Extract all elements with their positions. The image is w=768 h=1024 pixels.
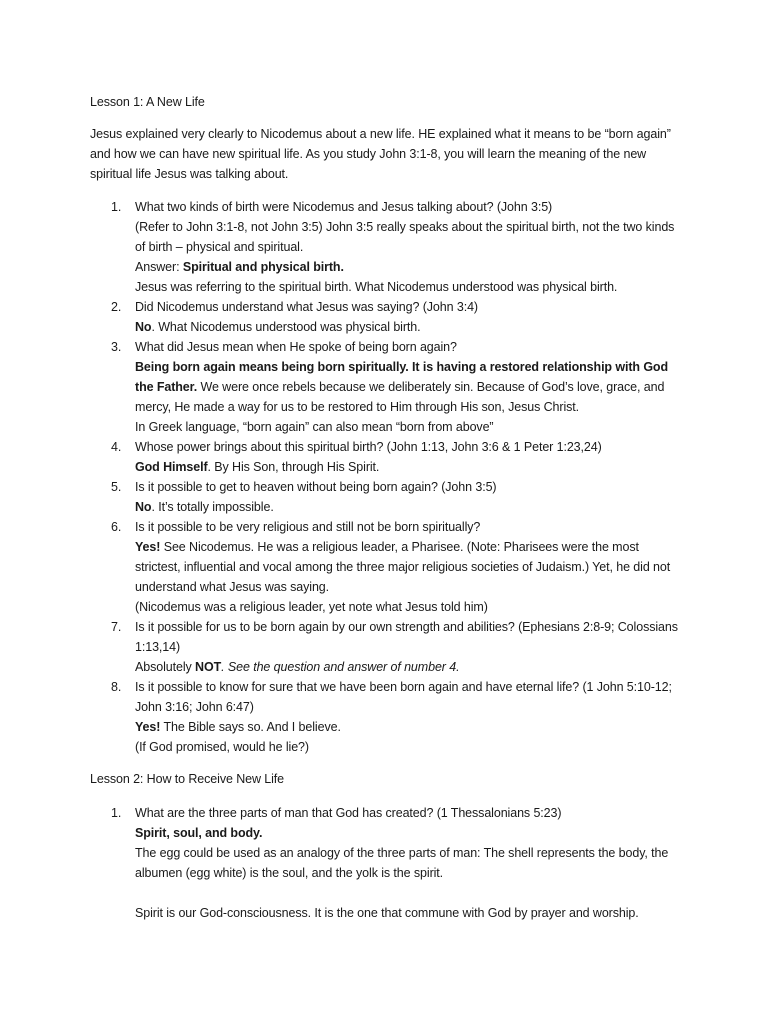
item-number: 5. [111, 480, 122, 494]
question-text: Is it possible to know for sure that we have been born again and have eternal life? (1 John 5:10-12; John 3:16; John 6:47) [135, 680, 672, 714]
answer-label: Answer: [135, 260, 183, 274]
answer-plain: Absolutely [135, 660, 196, 674]
item-number: 4. [111, 440, 122, 454]
item-number: 1. [111, 200, 122, 214]
item-number: 8. [111, 680, 122, 694]
list-item [90, 197, 680, 297]
answer-bold: Being born again means being born spiritually. It is having a restored relationship with God the Father. [135, 360, 669, 394]
paragraph-spacer [135, 883, 680, 903]
answer-rest: . By His Son, through His Spirit. [207, 460, 380, 474]
extra-text-2: Spirit is our God-consciousness. It is the one that commune with God by prayer and worship. [135, 906, 639, 920]
list-item [90, 437, 680, 477]
lesson-1-intro: Jesus explained very clearly to Nicodemus about a new life. HE explained what it means to be “born again” and how we can have new spiritual life. As you study John 3:1-8, you will learn the meaning of the new spiritual life Jesus was talking about. [90, 127, 671, 181]
item-number: 6. [111, 520, 122, 534]
lesson-2-list [90, 803, 680, 923]
answer-bold: No [135, 500, 152, 514]
answer-bold: Yes! [135, 540, 161, 554]
item-number: 3. [111, 340, 122, 354]
extra-text: In Greek language, “born again” can also mean “born from above” [135, 420, 494, 434]
answer-text [135, 257, 680, 277]
extra-text: Jesus was referring to the spiritual birth. What Nicodemus understood was physical birth. [135, 280, 618, 294]
extra-text: The egg could be used as an analogy of the three parts of man: The shell represents the body, the albumen (egg white) is the soul, and the yolk is the spirit. [135, 846, 669, 880]
question-text: What two kinds of birth were Nicodemus and Jesus talking about? (John 3:5) [135, 200, 553, 214]
list-item [90, 517, 680, 617]
question-text: What did Jesus mean when He spoke of being born again? [135, 340, 457, 354]
item-number: 1. [111, 806, 122, 820]
list-item [90, 477, 680, 517]
answer-text [135, 317, 680, 337]
answer-text [135, 357, 680, 417]
lesson-1-title: Lesson 1: A New Life [90, 95, 205, 109]
answer-bold: Spirit, soul, and body. [135, 826, 263, 840]
answer-bold: God Himself [135, 460, 208, 474]
answer-bold: Spiritual and physical birth. [182, 260, 344, 274]
list-item [90, 677, 680, 757]
list-item [90, 337, 680, 437]
answer-bold: NOT [195, 660, 222, 674]
answer-rest: . It’s totally impossible. [151, 500, 274, 514]
extra-text: (Nicodemus was a religious leader, yet note what Jesus told him) [135, 600, 488, 614]
question-text: What are the three parts of man that God has created? (1 Thessalonians 5:23) [135, 806, 562, 820]
answer-rest: The Bible says so. And I believe. [160, 720, 341, 734]
list-item [90, 617, 680, 677]
list-item [90, 803, 680, 923]
answer-text [135, 497, 680, 517]
question-text: Is it possible to get to heaven without being born again? (John 3:5) [135, 480, 497, 494]
answer-text [135, 717, 680, 737]
answer-bold: Yes! [135, 720, 161, 734]
answer-italic: . See the question and answer of number 4. [221, 660, 460, 674]
answer-bold: No [135, 320, 152, 334]
question-text: Did Nicodemus understand what Jesus was saying? (John 3:4) [135, 300, 478, 314]
item-number: 7. [111, 620, 122, 634]
extra-text: (If God promised, would he lie?) [135, 740, 309, 754]
answer-rest: We were once rebels because we deliberately sin. Because of God’s love, grace, and mercy, He made a way for us to be restored to Him through His son, Jesus Christ. [135, 380, 665, 414]
lesson-2-title: Lesson 2: How to Receive New Life [90, 772, 285, 786]
list-item [90, 297, 680, 337]
question-text: Whose power brings about this spiritual birth? (John 1:13, John 3:6 & 1 Peter 1:23,24) [135, 440, 602, 454]
answer-text [135, 457, 680, 477]
answer-rest: . What Nicodemus understood was physical birth. [151, 320, 421, 334]
item-number: 2. [111, 300, 122, 314]
question-text: Is it possible for us to be born again by our own strength and abilities? (Ephesians 2:8-9; Colossians 1:13,14) [135, 620, 678, 654]
answer-text [135, 657, 680, 677]
question-text: Is it possible to be very religious and still not be born spiritually? [135, 520, 481, 534]
lesson-1-list [90, 197, 680, 757]
answer-rest: See Nicodemus. He was a religious leader, a Pharisee. (Note: Pharisees were the most strictest, influential and vocal among the three major religious societies of Judaism.) Yet, he did not understand what Jesus was saying. [135, 540, 671, 594]
answer-text [135, 823, 680, 843]
answer-text [135, 537, 680, 597]
note-text: (Refer to John 3:1-8, not John 3:5) John 3:5 really speaks about the spiritual birth, not the two kinds of birth – physical and spiritual. [135, 220, 675, 254]
